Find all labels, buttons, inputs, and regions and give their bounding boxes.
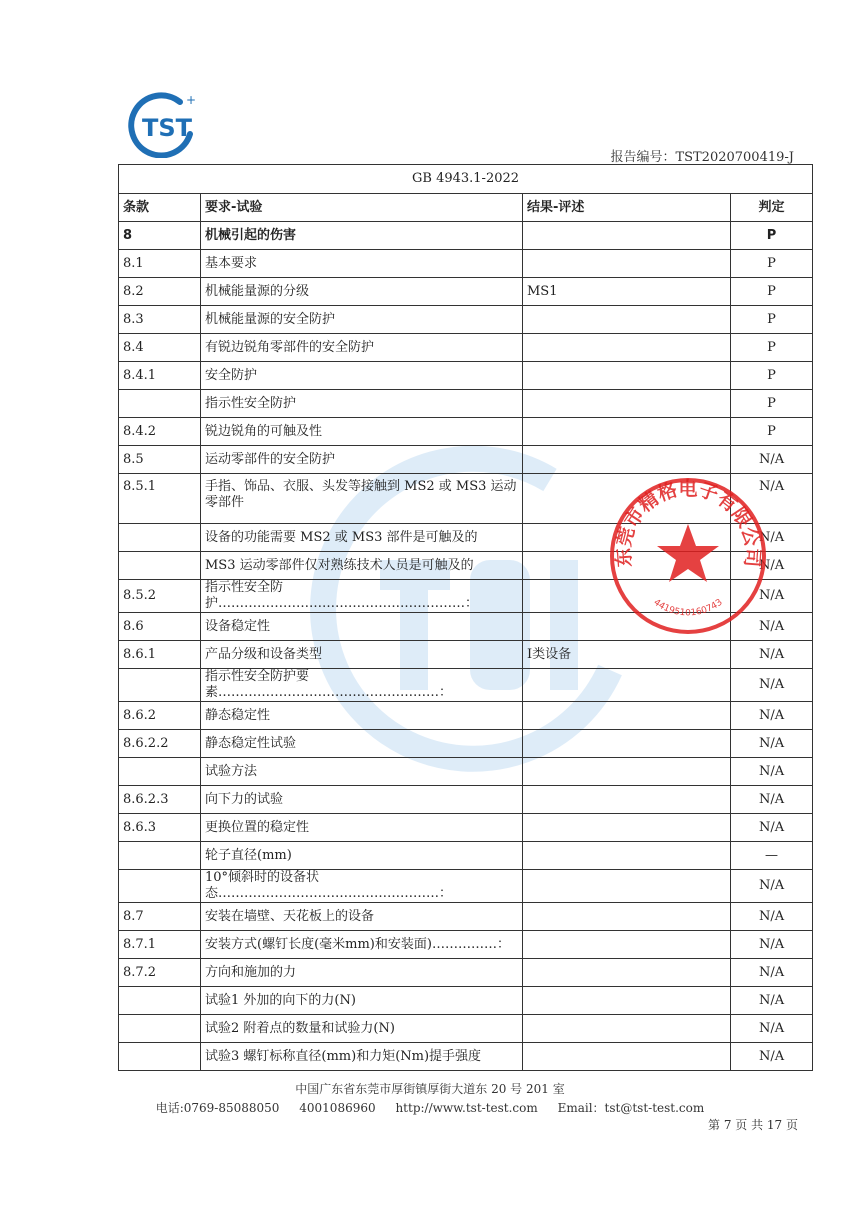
requirement-cell: 静态稳定性试验: [201, 730, 523, 758]
page-number: 第 7 页 共 17 页: [708, 1118, 798, 1132]
requirement-cell: 运动零部件的安全防护: [201, 446, 523, 474]
clause-cell: 8.4: [119, 334, 201, 362]
clause-cell: [119, 758, 201, 786]
verdict-cell: —: [731, 842, 813, 870]
clause-cell: [119, 987, 201, 1015]
verdict-cell: N/A: [731, 552, 813, 580]
svg-text:TST: TST: [142, 114, 193, 142]
requirement-cell: 方向和施加的力: [201, 959, 523, 987]
col-requirement-header: 要求-试验: [201, 194, 523, 222]
clause-cell: [119, 669, 201, 702]
verdict-cell: N/A: [731, 903, 813, 931]
table-row: [119, 1015, 813, 1043]
table-row: [119, 334, 813, 362]
verdict-cell: N/A: [731, 1015, 813, 1043]
clause-cell: [119, 524, 201, 552]
footer-email[interactable]: Email：tst@tst-test.com: [557, 1101, 705, 1115]
clause-cell: 8.7: [119, 903, 201, 931]
clause-cell: 8.6.2.2: [119, 730, 201, 758]
table-row: [119, 306, 813, 334]
verdict-cell: N/A: [731, 613, 813, 641]
svg-text:东莞市精格电子有限公司: 东莞市精格电子有限公司: [612, 477, 764, 568]
requirement-cell: 基本要求: [201, 250, 523, 278]
result-cell: [523, 702, 731, 730]
requirement-cell: 设备的功能需要 MS2 或 MS3 部件是可触及的: [201, 524, 523, 552]
table-row: [119, 758, 813, 786]
requirement-cell: 锐边锐角的可触及性: [201, 418, 523, 446]
table-row: [119, 641, 813, 669]
result-cell: [523, 306, 731, 334]
clause-cell: [119, 1015, 201, 1043]
table-row: [119, 959, 813, 987]
tst-logo: [128, 92, 200, 158]
requirement-cell: 机械能量源的安全防护: [201, 306, 523, 334]
verdict-cell: P: [731, 418, 813, 446]
result-cell: [523, 931, 731, 959]
requirement-cell: 有锐边锐角零部件的安全防护: [201, 334, 523, 362]
footer-contact: [0, 1099, 860, 1116]
verdict-cell: P: [731, 278, 813, 306]
requirement-cell: 10°倾斜时的设备状态……………………………………………：: [201, 870, 523, 903]
result-cell: [523, 842, 731, 870]
table-row: [119, 669, 813, 702]
clause-cell: 8.4.2: [119, 418, 201, 446]
table-row: [119, 786, 813, 814]
table-row: [119, 446, 813, 474]
requirement-cell: MS3 运动零部件仅对熟练技术人员是可触及的: [201, 552, 523, 580]
result-cell: MS1: [523, 278, 731, 306]
requirement-cell: 设备稳定性: [201, 613, 523, 641]
clause-cell: 8.6.2.3: [119, 786, 201, 814]
verdict-cell: N/A: [731, 669, 813, 702]
clause-cell: [119, 870, 201, 903]
result-cell: [523, 903, 731, 931]
requirement-cell: 静态稳定性: [201, 702, 523, 730]
company-seal: [608, 476, 768, 636]
clause-cell: 8.3: [119, 306, 201, 334]
clause-cell: 8.5: [119, 446, 201, 474]
standard-row: [119, 165, 813, 194]
clause-cell: [119, 390, 201, 418]
verdict-cell: N/A: [731, 580, 813, 613]
verdict-cell: N/A: [731, 730, 813, 758]
verdict-cell: N/A: [731, 446, 813, 474]
report-number: 报告编号：TST2020700419-J: [610, 150, 794, 165]
result-cell: [523, 418, 731, 446]
table-row: [119, 278, 813, 306]
verdict-cell: P: [731, 250, 813, 278]
verdict-cell: N/A: [731, 524, 813, 552]
result-cell: [523, 390, 731, 418]
verdict-cell: P: [731, 390, 813, 418]
clause-cell: 8: [119, 222, 201, 250]
requirement-cell: 试验2 附着点的数量和试验力(N): [201, 1015, 523, 1043]
verdict-cell: N/A: [731, 931, 813, 959]
col-result-header: 结果-评述: [523, 194, 731, 222]
table-row: [119, 702, 813, 730]
verdict-cell: N/A: [731, 702, 813, 730]
requirement-cell: 指示性安全防护…………………………………………………：: [201, 580, 523, 613]
clause-cell: 8.6: [119, 613, 201, 641]
svg-text:+: +: [186, 93, 197, 107]
requirement-cell: 机械引起的伤害: [201, 222, 523, 250]
result-cell: [523, 959, 731, 987]
requirement-cell: 手指、饰品、衣服、头发等接触到 MS2 或 MS3 运动零部件: [201, 474, 523, 524]
verdict-cell: N/A: [731, 758, 813, 786]
requirement-cell: 指示性安全防护: [201, 390, 523, 418]
verdict-cell: N/A: [731, 987, 813, 1015]
table-row: [119, 1043, 813, 1071]
verdict-cell: N/A: [731, 786, 813, 814]
standard-title: GB 4943.1-2022: [119, 165, 813, 194]
clause-cell: 8.6.3: [119, 814, 201, 842]
verdict-cell: N/A: [731, 641, 813, 669]
table-row: [119, 842, 813, 870]
header-row: [119, 194, 813, 222]
requirement-cell: 机械能量源的分级: [201, 278, 523, 306]
result-cell: [523, 222, 731, 250]
result-cell: [523, 987, 731, 1015]
verdict-cell: P: [731, 306, 813, 334]
clause-cell: 8.7.2: [119, 959, 201, 987]
result-cell: [523, 1015, 731, 1043]
verdict-cell: N/A: [731, 870, 813, 903]
result-cell: [523, 669, 731, 702]
col-verdict-header: 判定: [731, 194, 813, 222]
footer-address: 中国广东省东莞市厚街镇厚街大道东 20 号 201 室: [295, 1082, 565, 1096]
col-clause-header: 条款: [119, 194, 201, 222]
table-row: [119, 390, 813, 418]
result-cell: [523, 362, 731, 390]
result-cell: [523, 334, 731, 362]
footer-website[interactable]: http://www.tst-test.com: [395, 1101, 538, 1115]
table-row: [119, 987, 813, 1015]
clause-cell: 8.6.2: [119, 702, 201, 730]
clause-cell: 8.1: [119, 250, 201, 278]
verdict-cell: N/A: [731, 474, 813, 524]
table-row: [119, 931, 813, 959]
requirement-cell: 安装在墙壁、天花板上的设备: [201, 903, 523, 931]
svg-text:4419510160743: 4419510160743: [651, 597, 725, 619]
clause-cell: 8.5.1: [119, 474, 201, 524]
clause-cell: 8.7.1: [119, 931, 201, 959]
result-cell: [523, 786, 731, 814]
footer-phone: 电话:0769-85088050: [155, 1101, 280, 1115]
clause-cell: 8.2: [119, 278, 201, 306]
table-row: [119, 870, 813, 903]
clause-cell: [119, 1043, 201, 1071]
footer-hotline: 4001086960: [299, 1101, 376, 1115]
requirement-cell: 产品分级和设备类型: [201, 641, 523, 669]
result-cell: [523, 870, 731, 903]
table-row: [119, 814, 813, 842]
requirement-cell: 安全防护: [201, 362, 523, 390]
verdict-cell: P: [731, 334, 813, 362]
table-row: [119, 222, 813, 250]
table-row: [119, 418, 813, 446]
result-cell: [523, 730, 731, 758]
clause-cell: [119, 552, 201, 580]
verdict-cell: P: [731, 222, 813, 250]
verdict-cell: N/A: [731, 1043, 813, 1071]
table-row: [119, 250, 813, 278]
result-cell: [523, 250, 731, 278]
clause-cell: 8.4.1: [119, 362, 201, 390]
requirement-cell: 向下力的试验: [201, 786, 523, 814]
table-row: [119, 730, 813, 758]
requirement-cell: 试验1 外加的向下的力(N): [201, 987, 523, 1015]
verdict-cell: N/A: [731, 959, 813, 987]
table-row: [119, 362, 813, 390]
result-cell: [523, 1043, 731, 1071]
requirement-cell: 轮子直径(mm): [201, 842, 523, 870]
verdict-cell: N/A: [731, 814, 813, 842]
result-cell: [523, 758, 731, 786]
result-cell: [523, 814, 731, 842]
result-cell: I类设备: [523, 641, 731, 669]
result-cell: [523, 446, 731, 474]
table-row: [119, 903, 813, 931]
requirement-cell: 指示性安全防护要素……………………………………………：: [201, 669, 523, 702]
requirement-cell: 试验3 螺钉标称直径(mm)和力矩(Nm)提手强度: [201, 1043, 523, 1071]
clause-cell: 8.6.1: [119, 641, 201, 669]
clause-cell: [119, 842, 201, 870]
clause-cell: 8.5.2: [119, 580, 201, 613]
requirement-cell: 安装方式(螺钉长度(毫米mm)和安装面)……………：: [201, 931, 523, 959]
verdict-cell: P: [731, 362, 813, 390]
requirement-cell: 更换位置的稳定性: [201, 814, 523, 842]
requirement-cell: 试验方法: [201, 758, 523, 786]
